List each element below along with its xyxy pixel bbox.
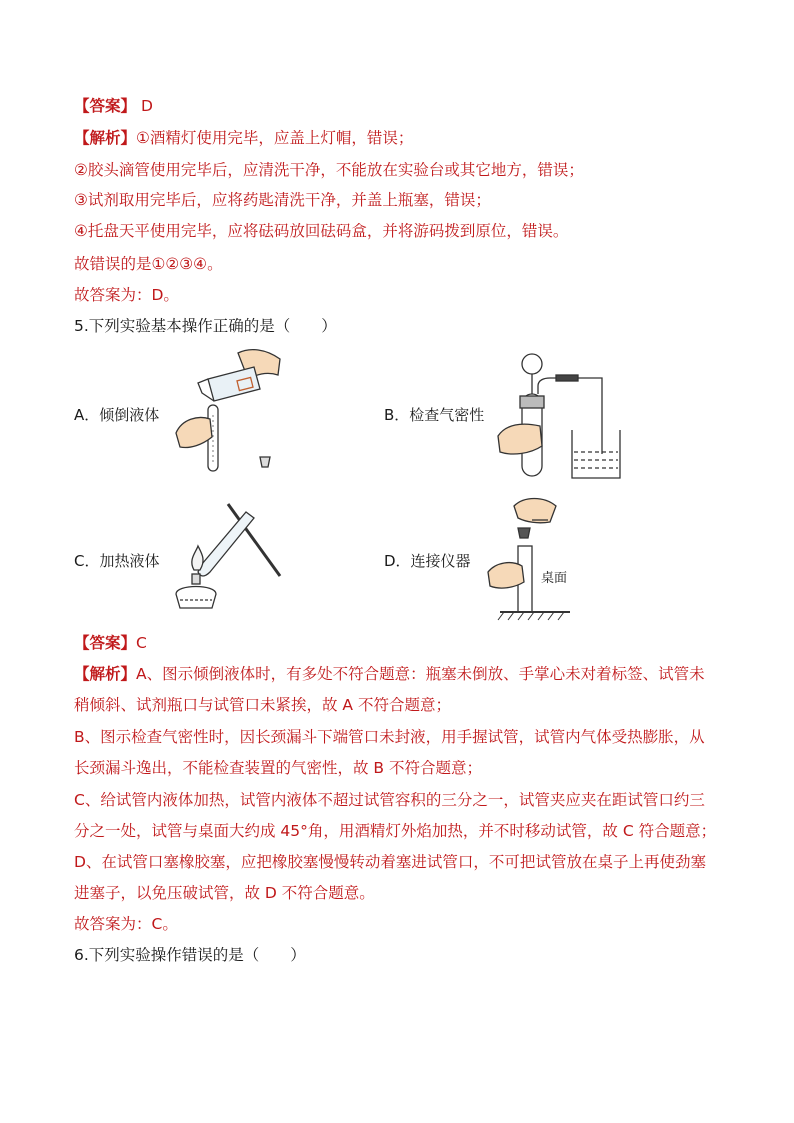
q4-analysis-line-2: ②胶头滴管使用完毕后，应清洗干净，不能放在实验台或其它地方，错误； <box>74 161 584 179</box>
q5-option-d: D．连接仪器 <box>384 552 471 570</box>
q5-analysis-line-4: 长颈漏斗逸出，不能检查装置的气密性，故 B 不符合题意； <box>74 759 482 777</box>
figure-pouring-liquid <box>168 345 288 477</box>
q5-analysis-line-7: D、在试管口塞橡胶塞，应把橡胶塞慢慢转动着塞进试管口，不可把试管放在桌子上再使劲塞 <box>74 853 706 871</box>
q6-stem: 6.下列实验操作错误的是（ ） <box>74 946 306 964</box>
analysis-tag: 【解析】 <box>74 129 137 147</box>
answer-tag: 【答案】 <box>74 97 137 115</box>
q5-analysis-line-3: B、图示检查气密性时，因长颈漏斗下端管口未封液，用手握试管，试管内气体受热膨胀，从 <box>74 728 705 746</box>
analysis-tag: 【解析】 <box>74 665 137 683</box>
figure-airtightness-check <box>494 350 624 482</box>
q4-analysis-line-5: 故错误的是①②③④。 <box>74 255 223 273</box>
figure-d-table-label: 桌面 <box>541 571 568 586</box>
q5-option-c: C．加热液体 <box>74 552 160 570</box>
q5-analysis-line-1: 【解析】A、图示倾倒液体时，有多处不符合题意：瓶塞未倒放、手掌心未对着标签、试管未 <box>74 665 705 683</box>
q5-option-a: A．倾倒液体 <box>74 406 160 424</box>
answer-value: D <box>136 97 153 115</box>
q5-analysis-line-2: 稍倾斜、试剂瓶口与试管口未紧挨，故 A 不符合题意； <box>74 696 451 714</box>
q5-analysis-line-8: 进塞子，以免压破试管，故 D 不符合题意。 <box>74 884 375 902</box>
q5-analysis-line-6: 分之一处，试管与桌面大约成 45°角，用酒精灯外焰加热，并不时移动试管，故 C 符合题意； <box>74 822 717 840</box>
q4-final-answer: 故答案为：D。 <box>74 286 179 304</box>
q4-analysis-line-3: ③试剂取用完毕后，应将药匙清洗干净，并盖上瓶塞，错误； <box>74 191 491 209</box>
q5-final-answer: 故答案为：C。 <box>74 915 178 933</box>
answer-tag: 【答案】 <box>74 634 137 652</box>
q4-analysis-line-4: ④托盘天平使用完毕，应将砝码放回砝码盒，并将游码拨到原位，错误。 <box>74 222 569 240</box>
figure-heating-liquid <box>172 494 288 622</box>
figure-connecting-apparatus <box>484 492 574 624</box>
q5-option-b: B．检查气密性 <box>384 406 485 424</box>
q4-analysis-line-1: 【解析】①酒精灯使用完毕，应盖上灯帽，错误； <box>74 129 414 147</box>
q5-stem: 5.下列实验基本操作正确的是（ ） <box>74 317 337 335</box>
q5-analysis-line-5: C、给试管内液体加热，试管内液体不超过试管容积的三分之一，试管夹应夹在距试管口约三 <box>74 791 705 809</box>
q4-answer-line <box>74 96 153 116</box>
q5-answer-line <box>74 633 147 653</box>
answer-value: C <box>136 634 147 652</box>
